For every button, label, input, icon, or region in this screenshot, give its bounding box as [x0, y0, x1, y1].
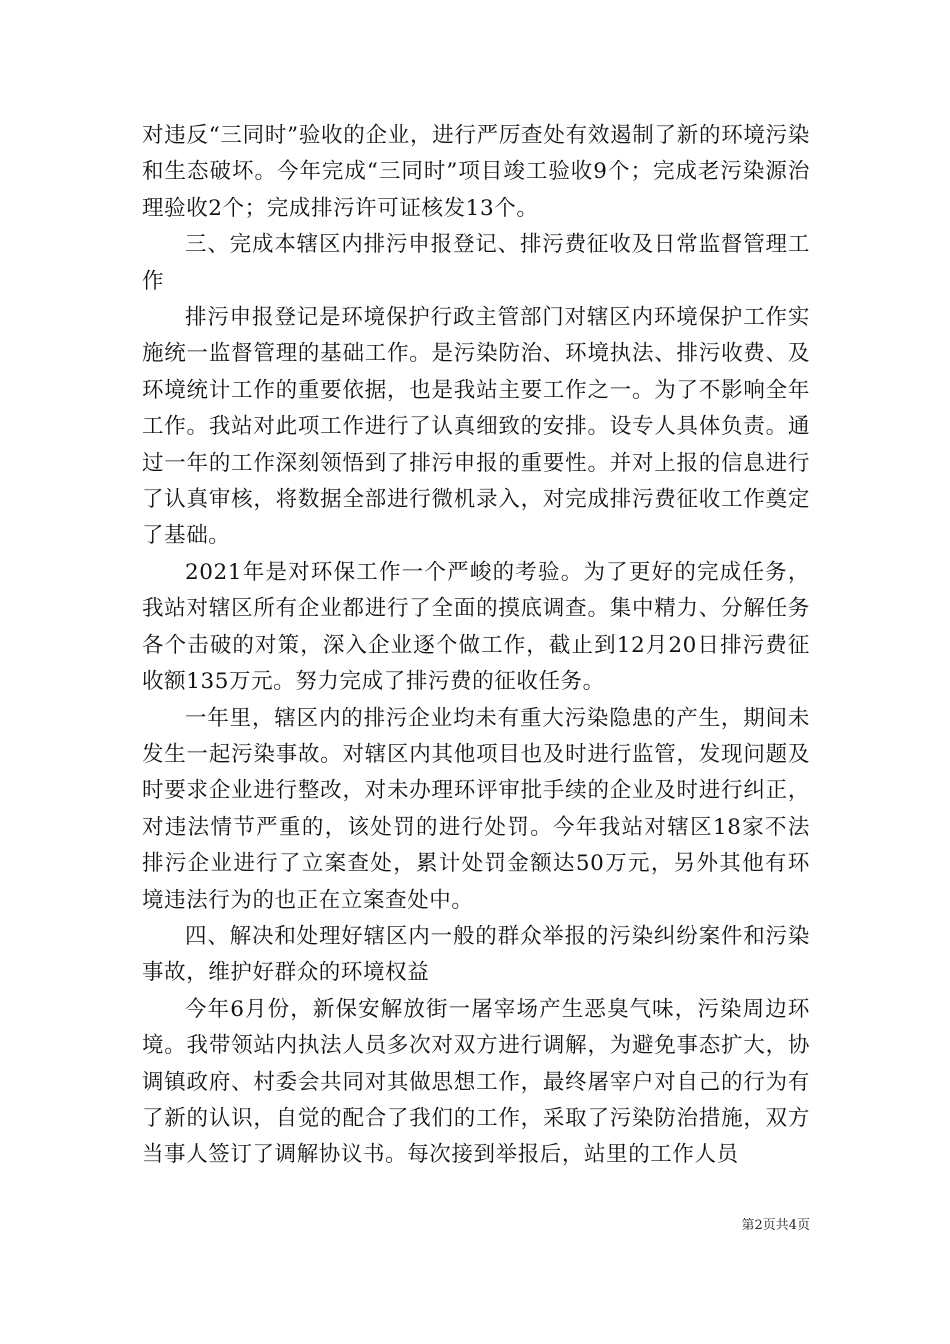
page-number-footer: 第2页共4页 — [741, 1218, 810, 1233]
paragraph-fee-collection: 2021年是对环保工作一个严峻的考验。为了更好的完成任务，我站对辖区所有企业都进行了全面的摸底调查。集中精力、分解任务各个击破的对策，深入企业逐个做工作，截止到12月20日排污费征收额135万元。努力完成了排污费的征收任务。 — [142, 559, 810, 695]
document-body — [142, 118, 810, 1174]
section-heading-four: 四、解决和处理好辖区内一般的群众举报的污染纠纷案件和污染事故，维护好群众的环境权益 — [142, 923, 810, 986]
paragraph-continuation: 对违反“三同时”验收的企业，进行严厉查处有效遏制了新的环境污染和生态破坏。今年完成“三同时”项目竣工验收9个；完成老污染源治理验收2个；完成排污许可证核发13个。 — [142, 123, 810, 221]
section-heading-three: 三、完成本辖区内排污申报登记、排污费征收及日常监督管理工作 — [142, 232, 810, 294]
paragraph-supervision: 一年里，辖区内的排污企业均未有重大污染隐患的产生，期间未发生一起污染事故。对辖区内其他项目也及时进行监管，发现问题及时要求企业进行整改，对未办理环评审批手续的企业及时进行纠正，对违法情节严重的，该处罚的进行处罚。今年我站对辖区18家不法排污企业进行了立案查处，累计处罚金额达50万元，另外其他有环境违法行为的也正在立案查处中。 — [142, 705, 810, 913]
paragraph-complaint-case: 今年6月份，新保安解放街一屠宰场产生恶臭气味，污染周边环境。我带领站内执法人员多次对双方进行调解，为避免事态扩大，协调镇政府、村委会共同对其做思想工作，最终屠宰户对自己的行为有了新的认识，自觉的配合了我们的工作，采取了污染防治措施，双方当事人签订了调解协议书。每次接到举报后，站里的工作人员 — [142, 996, 810, 1168]
paragraph-sewage-registration: 排污申报登记是环境保护行政主管部门对辖区内环境保护工作实施统一监督管理的基础工作。是污染防治、环境执法、排污收费、及环境统计工作的重要依据，也是我站主要工作之一。为了不影响全年工作。我站对此项工作进行了认真细致的安排。设专人具体负责。通过一年的工作深刻领悟到了排污申报的重要性。并对上报的信息进行了认真审核，将数据全部进行微机录入，对完成排污费征收工作奠定了基础。 — [142, 305, 810, 549]
